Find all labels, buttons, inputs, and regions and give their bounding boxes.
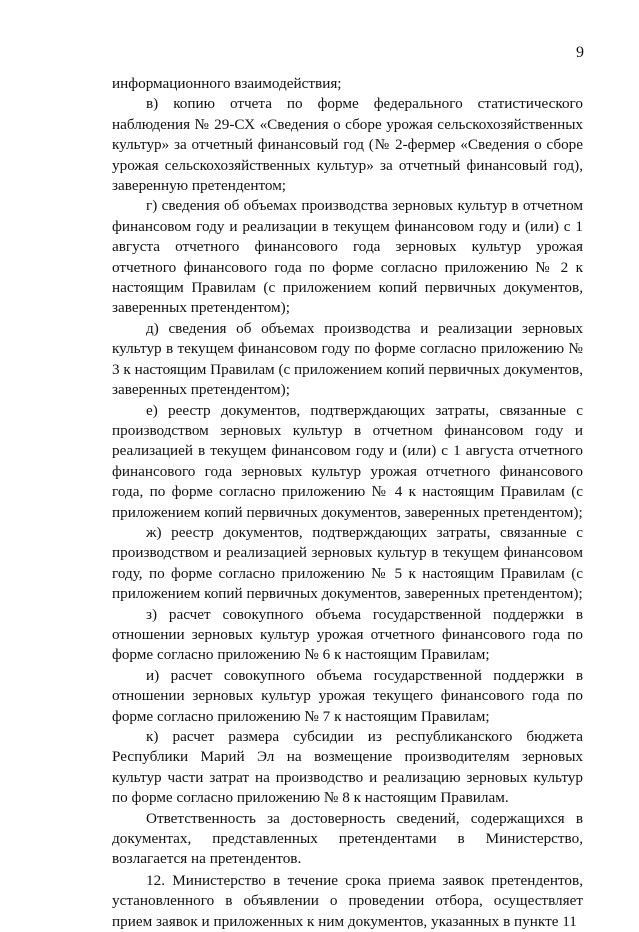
paragraph-responsibility: Ответственность за достоверность сведений, содержащихся в документах, представленных претендентами в Министерство, возлагается на претендентов. [112,809,583,868]
paragraph-item-e: е) реестр документов, подтверждающих затраты, связанные с производством зерновых культур в отчетном финансовом году и реализацией в текущем финансовом году и (или) с 1 августа отчетного финансового года зерновых культур урожая отчетного финансового года, по форме согласно приложению № 4 к настоящим Правилам (с приложением копий первичных документов, заверенных претендентом); [112,401,583,521]
paragraph-item-k: к) расчет размера субсидии из республиканского бюджета Республики Марий Эл на возмещение производителям зерновых культур части затрат на производство и реализацию зерновых культур по форме согласно приложению № 8 к настоящим Правилам. [112,728,583,807]
paragraph-item-g: г) сведения об объемах производства зерновых культур в отчетном финансовом году и реализации в текущем финансовом году и (или) с 1 августа отчетного финансового года зерновых культур урожая отчетного финансового года по форме согласно приложению № 2 к настоящим Правилам (с приложением копий первичных документов, заверенных претендентом); [112,197,583,317]
paragraph-section-12: 12. Министерство в течение срока приема заявок претендентов, установленного в объявлении о проведении отбора, осуществляет прием заявок и приложенных к ним документов, указанных в пункте 11 [112,871,583,930]
paragraph-item-z: з) расчет совокупного объема государственной поддержки в отношении зерновых культур урожая отчетного финансового года по форме согласно приложению № 6 к настоящим Правилам; [112,605,583,664]
paragraph-item-d: д) сведения об объемах производства и реализации зерновых культур в текущем финансовом году по форме согласно приложению № 3 к настоящим Правилам (с приложением копий первичных документов, заверенных претендентом); [112,319,583,399]
document-body [112,74,583,932]
paragraph-item-zh: ж) реестр документов, подтверждающих затраты, связанные с производством и реализацией зерновых культур в текущем финансовом году, по форме согласно приложению № 5 к настоящим Правилам (с приложением копий первичных документов, заверенных претендентом); [112,523,583,603]
paragraph-item-i: и) расчет совокупного объема государственной поддержки в отношении зерновых культур урожая текущего финансового года по форме согласно приложению № 7 к настоящим Правилам; [112,666,583,725]
paragraph-continuation: информационного взаимодействия; [112,75,342,92]
page-number: 9 [576,44,584,61]
paragraph-item-v: в) копию отчета по форме федерального статистического наблюдения № 29-СХ «Сведения о сборе урожая сельскохозяйственных культур» за отчетный финансовый год (№ 2-фермер «Сведения о сборе урожая сельскохозяйственных культур» за отчетный финансовый год), заверенную претендентом; [112,95,583,195]
